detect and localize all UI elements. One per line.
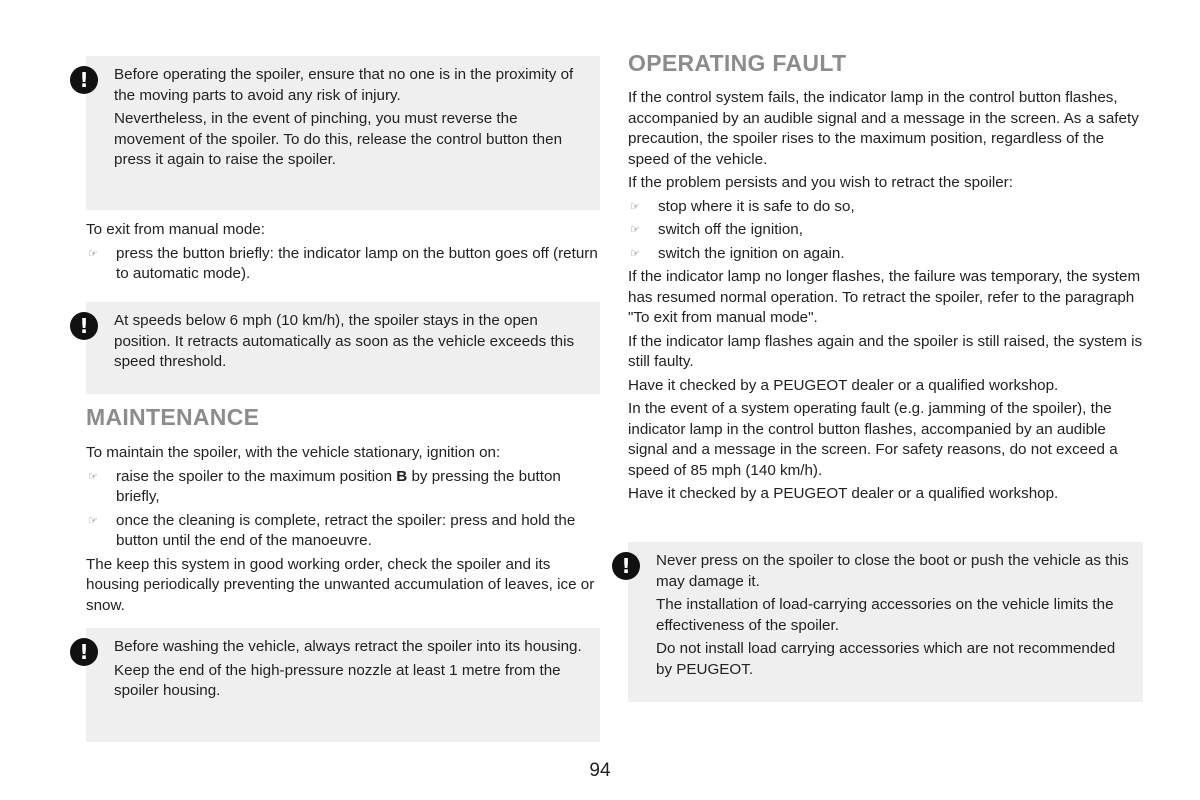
exit-manual-intro: To exit from manual mode: [86, 221, 265, 238]
pointing-hand-icon: ☞ [88, 469, 98, 483]
warning-box-washing [79, 628, 600, 742]
warning-text: Do not install load carrying accessories which are not recommended by PEUGEOT. [656, 640, 1116, 678]
list-item: ☞ raise the spoiler to the maximum position B by pressing the button briefly, [88, 467, 561, 505]
exclamation-icon: ! [70, 312, 98, 340]
warning-box-speed [79, 302, 600, 394]
warning-box-pinching [79, 56, 600, 210]
fault-paragraph: Have it checked by a PEUGEOT dealer or a qualified workshop. [628, 376, 1059, 394]
list-item: ☞ switch off the ignition, [628, 220, 1143, 241]
maintenance-intro: To maintain the spoiler, with the vehicle stationary, ignition on: [86, 444, 501, 461]
warning-text: The installation of load-carrying accessories on the vehicle limits the effectiveness of the spoiler. [656, 596, 1114, 634]
maintenance-list [86, 467, 600, 552]
warning-text: Before operating the spoiler, ensure that no one is in the proximity of the moving parts to avoid any risk of injury. [114, 66, 574, 104]
fault-steps-list [628, 197, 1143, 265]
fault-paragraph: If the indicator lamp no longer flashes, the failure was temporary, the system has resumed normal operation. To retract the spoiler, refer to the paragraph "To exit from manual mode". [628, 268, 1141, 326]
warning-text: Never press on the spoiler to close the boot or push the vehicle as this may damage it. [656, 552, 1129, 590]
pointing-hand-icon: ☞ [88, 246, 98, 260]
warning-text: Before washing the vehicle, always retract the spoiler into its housing. [114, 638, 582, 655]
pointing-hand-icon: ☞ [630, 223, 640, 236]
list-item: ☞ switch the ignition on again. [628, 244, 1143, 265]
pointing-hand-icon: ☞ [88, 513, 98, 527]
fault-paragraph: If the control system fails, the indicator lamp in the control button flashes, accompanied by an audible signal and a message in the screen. As a safety precaution, the spoiler rises to the maximum position, regardless of the speed of the vehicle. [628, 89, 1139, 168]
exclamation-icon: ! [612, 552, 640, 580]
fault-paragraph: In the event of a system operating fault (e.g. jamming of the spoiler), the indicator lamp in the control button flashes, accompanied by an audible signal and a message in the screen. For safety reasons, do not exceed a speed of 85 mph (140 km/h). [628, 400, 1118, 479]
exclamation-icon: ! [70, 66, 98, 94]
warning-text: Nevertheless, in the event of pinching, you must reverse the movement of the spoiler. To do this, release the control button then press it again to raise the spoiler. [114, 110, 563, 168]
warning-text: At speeds below 6 mph (10 km/h), the spoiler stays in the open position. It retracts automatically as soon as the vehicle exceeds this speed threshold. [114, 312, 575, 370]
exclamation-icon: ! [70, 638, 98, 666]
position-label: B [396, 467, 408, 485]
page-number: 94 [589, 760, 611, 781]
exit-manual-list [86, 244, 600, 285]
maintenance-paragraph: The keep this system in good working order, check the spoiler and its housing periodically preventing the unwanted accumulation of leaves, ice or snow. [86, 555, 595, 614]
fault-paragraph: Have it checked by a PEUGEOT dealer or a qualified workshop. [628, 485, 1059, 502]
fault-paragraph: If the indicator lamp flashes again and the spoiler is still raised, the system is still faulty. [628, 332, 1143, 370]
list-item: ☞ press the button briefly: the indicator lamp on the button goes off (return to automatic mode). [88, 244, 598, 282]
list-item: ☞ once the cleaning is complete, retract the spoiler: press and hold the button until the end of the manoeuvre. [88, 511, 576, 549]
fault-paragraph: If the problem persists and you wish to retract the spoiler: [628, 174, 1013, 191]
warning-box-accessories [621, 542, 1143, 702]
pointing-hand-icon: ☞ [630, 246, 640, 260]
list-item: ☞ stop where it is safe to do so, [628, 197, 1143, 218]
maintenance-heading: MAINTENANCE [86, 404, 260, 430]
operating-fault-heading: OPERATING FAULT [628, 50, 847, 76]
pointing-hand-icon: ☞ [630, 199, 640, 213]
warning-text: Keep the end of the high-pressure nozzle at least 1 metre from the spoiler housing. [114, 661, 561, 699]
